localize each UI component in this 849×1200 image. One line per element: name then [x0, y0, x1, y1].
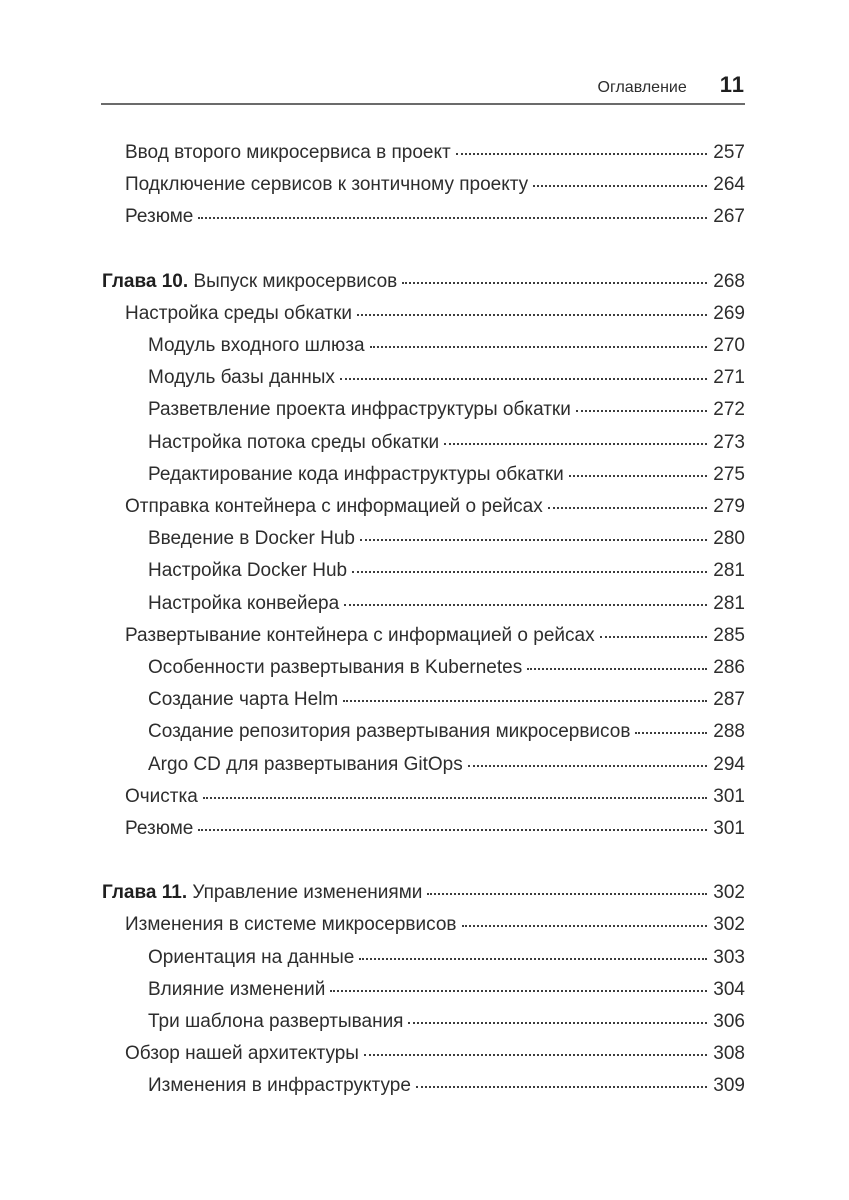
dot-leader	[359, 958, 707, 960]
toc-entry-row	[102, 330, 745, 362]
dot-leader	[444, 443, 707, 445]
dot-leader	[340, 378, 707, 380]
toc-chapter-row	[102, 877, 745, 909]
toc-entry-row	[102, 974, 745, 1006]
dot-leader	[203, 797, 708, 799]
dot-leader	[343, 700, 707, 702]
dot-leader	[416, 1086, 707, 1088]
dot-leader	[402, 282, 707, 284]
toc-page-number: 267	[713, 206, 745, 228]
dot-leader	[344, 604, 707, 606]
toc-entry-label: Argo CD для развертывания GitOps	[148, 753, 463, 775]
toc-page-number: 302	[713, 882, 745, 904]
toc-page-number: 304	[713, 978, 745, 1000]
toc-page-number: 281	[713, 560, 745, 582]
toc-entry-row	[102, 459, 745, 491]
running-title: Оглавление	[597, 79, 687, 96]
toc-entry-label: Подключение сервисов к зонтичному проекту	[125, 174, 529, 196]
table-of-contents	[102, 137, 745, 1103]
toc-entry-label: Резюме	[125, 206, 194, 228]
toc-chapter-label	[102, 877, 422, 909]
dot-leader	[635, 732, 707, 734]
toc-page-number: 301	[713, 818, 745, 840]
toc-page-number: 272	[713, 399, 745, 421]
toc-page-number: 281	[713, 592, 745, 614]
toc-entry-label: Настройка конвейера	[148, 592, 340, 614]
dot-leader	[569, 475, 708, 477]
toc-entry-row	[102, 620, 745, 652]
dot-leader	[357, 314, 707, 316]
toc-entry-label: Отправка контейнера с информацией о рейсах	[125, 496, 543, 518]
toc-entry-label: Изменения в системе микросервисов	[125, 914, 457, 936]
dot-leader	[330, 990, 707, 992]
toc-page-number: 285	[713, 624, 745, 646]
toc-page-number: 279	[713, 496, 745, 518]
toc-entry-label: Развертывание контейнера с информацией о рейсах	[125, 624, 595, 646]
toc-entry-row	[102, 684, 745, 716]
toc-entry-row	[102, 652, 745, 684]
dot-leader	[370, 346, 708, 348]
dot-leader	[533, 185, 707, 187]
toc-page-number: 286	[713, 657, 745, 679]
toc-chapter-row	[102, 266, 745, 298]
toc-entry-label: Изменения в инфраструктуре	[148, 1075, 411, 1097]
toc-entry-row	[102, 523, 745, 555]
chapter-title: Управление изменениями	[192, 882, 423, 904]
toc-entry-label: Ориентация на данные	[148, 946, 355, 968]
toc-page-number: 309	[713, 1075, 745, 1097]
toc-entry-row	[102, 781, 745, 813]
toc-entry-label: Создание чарта Helm	[148, 689, 339, 711]
toc-entry-label: Настройка Docker Hub	[148, 560, 348, 582]
dot-leader	[360, 539, 707, 541]
toc-page-number: 306	[713, 1011, 745, 1033]
toc-page-number: 264	[713, 174, 745, 196]
toc-page-number: 303	[713, 946, 745, 968]
toc-page-number: 273	[713, 431, 745, 453]
toc-section	[102, 877, 745, 1102]
toc-entry-label: Очистка	[125, 785, 198, 807]
toc-entry-label: Введение в Docker Hub	[148, 528, 355, 550]
toc-page-number: 280	[713, 528, 745, 550]
toc-entry-row	[102, 555, 745, 587]
toc-entry-label: Особенности развертывания в Kubernetes	[148, 657, 523, 679]
toc-entry-row	[102, 749, 745, 781]
toc-page-number: 275	[713, 463, 745, 485]
dot-leader	[427, 893, 707, 895]
toc-entry-row	[102, 1038, 745, 1070]
toc-entry-row	[102, 137, 745, 169]
toc-entry-row	[102, 813, 745, 845]
toc-entry-row	[102, 201, 745, 233]
chapter-title: Выпуск микросервисов	[193, 270, 398, 292]
dot-leader	[456, 153, 708, 155]
dot-leader	[352, 571, 707, 573]
toc-entry-row	[102, 909, 745, 941]
toc-entry-row	[102, 491, 745, 523]
dot-leader	[468, 765, 708, 767]
toc-entry-label: Ввод второго микросервиса в проект	[125, 142, 451, 163]
toc-page-number: 294	[713, 753, 745, 775]
toc-page-number: 270	[713, 335, 745, 357]
toc-entry-label: Обзор нашей архитектуры	[125, 1043, 359, 1065]
toc-page-number: 269	[713, 302, 745, 324]
toc-entry-row	[102, 716, 745, 748]
toc-chapter-label	[102, 266, 397, 298]
dot-leader	[408, 1022, 707, 1024]
toc-entry-label: Настройка среды обкатки	[125, 302, 353, 324]
toc-section	[102, 137, 745, 234]
toc-entry-label: Создание репозитория развертывания микросервисов	[148, 721, 631, 743]
toc-entry-row	[102, 1006, 745, 1038]
dot-leader	[527, 668, 707, 670]
toc-entry-row	[102, 427, 745, 459]
dot-leader	[198, 829, 707, 831]
header-rule	[101, 103, 745, 105]
toc-entry-row	[102, 588, 745, 620]
toc-entry-label: Настройка потока среды обкатки	[148, 431, 440, 453]
toc-entry-label: Модуль входного шлюза	[148, 335, 365, 357]
toc-entry-label: Три шаблона развертывания	[148, 1011, 404, 1033]
toc-entry-label: Влияние изменений	[148, 978, 326, 1000]
toc-entry-label: Редактирование кода инфраструктуры обкатки	[148, 463, 564, 485]
chapter-number: Глава 11.	[102, 882, 188, 904]
toc-entry-row	[102, 169, 745, 201]
toc-entry-label: Модуль базы данных	[148, 367, 335, 389]
toc-entry-label: Разветвление проекта инфраструктуры обкатки	[148, 399, 571, 421]
dot-leader	[600, 636, 708, 638]
page-header	[102, 74, 745, 96]
chapter-number: Глава 10.	[102, 270, 189, 292]
toc-page-number: 287	[713, 689, 745, 711]
dot-leader	[198, 217, 707, 219]
toc-entry-row	[102, 1070, 745, 1102]
toc-entry-row	[102, 394, 745, 426]
toc-page-number: 268	[713, 270, 745, 292]
toc-entry-row	[102, 362, 745, 394]
toc-page-number: 308	[713, 1043, 745, 1065]
dot-leader	[462, 925, 708, 927]
toc-section	[102, 266, 745, 846]
dot-leader	[548, 507, 708, 509]
toc-entry-row	[102, 942, 745, 974]
toc-page-number: 288	[713, 721, 745, 743]
folio-page-number: 11	[719, 72, 745, 97]
toc-entry-label: Резюме	[125, 818, 194, 840]
dot-leader	[364, 1054, 707, 1056]
toc-page-number: 302	[713, 914, 745, 936]
toc-page-number: 301	[713, 785, 745, 807]
toc-entry-row	[102, 298, 745, 330]
dot-leader	[576, 410, 707, 412]
toc-page-number: 257	[713, 142, 745, 163]
toc-page-number: 271	[713, 367, 745, 389]
